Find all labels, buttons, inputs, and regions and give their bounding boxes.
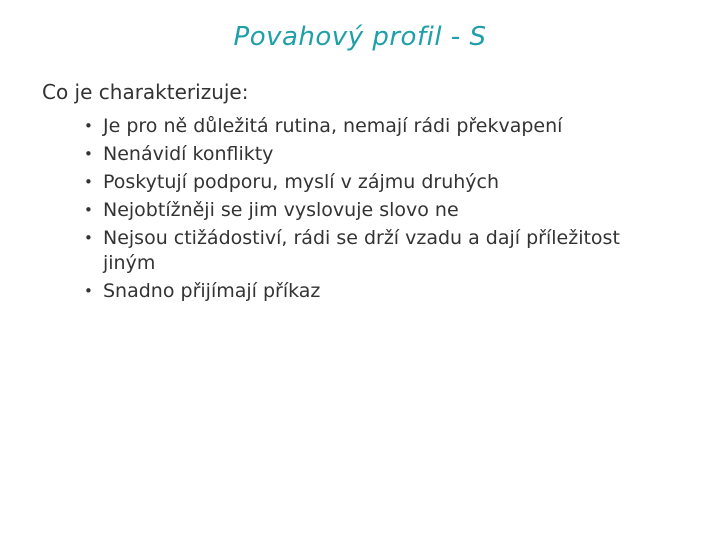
list-item-text: Nenávidí konflikty [103,143,274,165]
intro-text: Co je charakterizuje: [42,80,249,104]
slide-title: Povahový profil - S [233,22,487,52]
list-item [76,279,676,304]
list-item-text: Poskytují podporu, myslí v zájmu druhých [103,171,500,193]
bullet-icon: • [84,117,93,135]
list-item [76,114,676,139]
list-item [76,226,676,276]
bullet-icon: • [84,145,93,163]
list-item-text: Snadno přijímají příkaz [103,280,321,302]
list-item [76,198,676,223]
bullet-icon: • [84,229,93,247]
bullet-icon: • [84,201,93,219]
list-item-text: Nejsou ctižádostiví, rádi se drží vzadu a dají příležitost jiným [103,227,620,274]
bullet-icon: • [84,282,93,300]
bullet-icon: • [84,173,93,191]
list-item [76,170,676,195]
list-item [76,142,676,167]
bullet-list [76,114,676,307]
list-item-text: Je pro ně důležitá rutina, nemají rádi překvapení [103,115,563,137]
list-item-text: Nejobtížněji se jim vyslovuje slovo ne [103,199,459,221]
